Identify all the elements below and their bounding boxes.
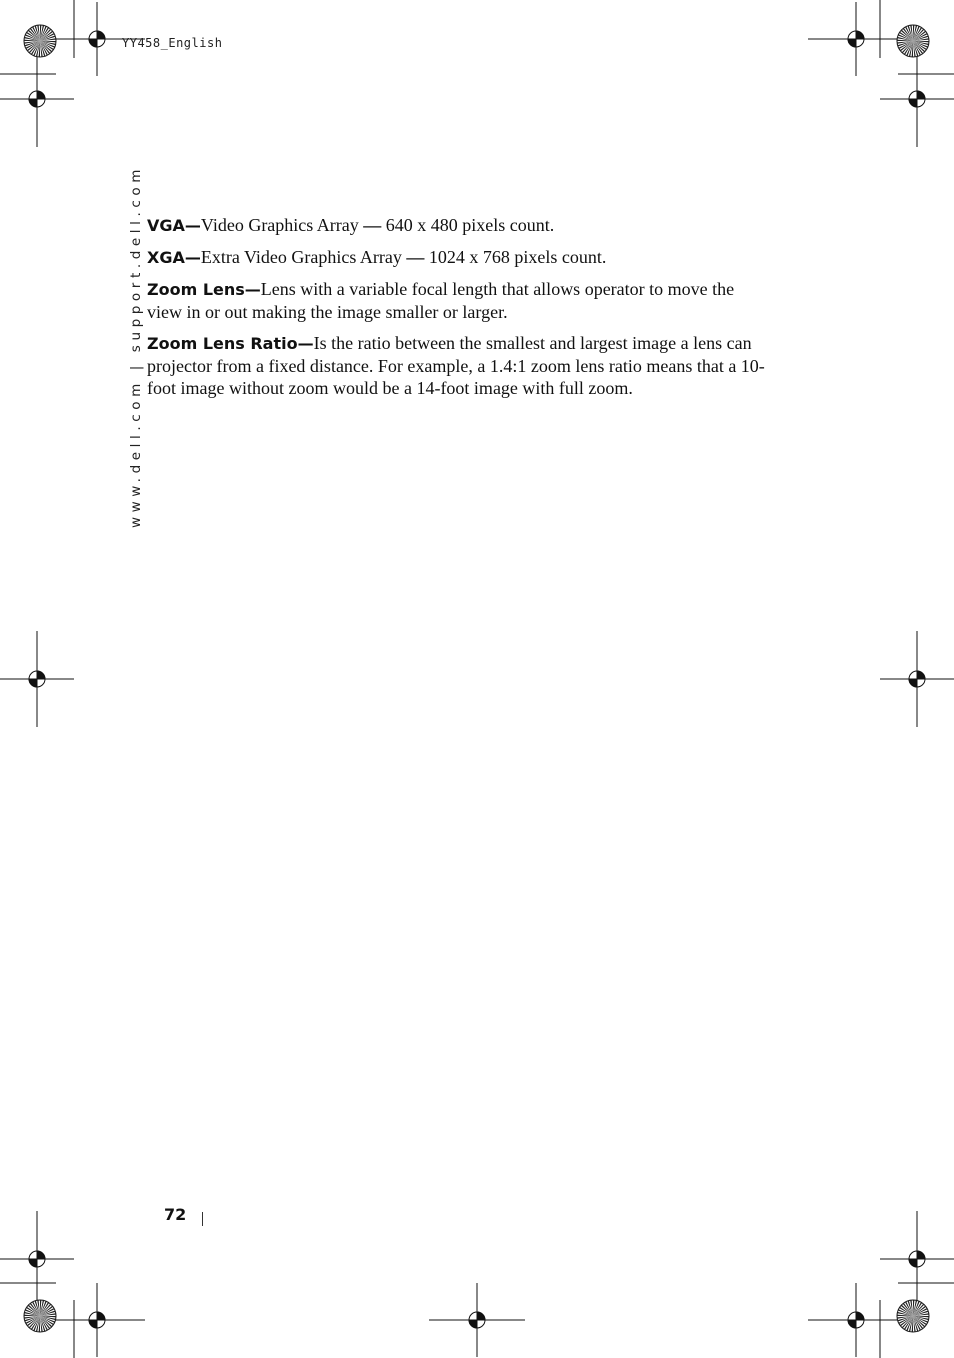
registration-mark-icon (49, 1283, 145, 1357)
glossary-entry-zoom-lens (147, 278, 772, 323)
color-wheel-icon (24, 1300, 56, 1332)
registration-mark-icon (429, 1283, 525, 1357)
glossary-term: Zoom Lens— (147, 280, 261, 299)
glossary-definition-tail: 1024 x 768 pixels count. (424, 247, 607, 267)
registration-mark-icon (880, 1211, 954, 1307)
glossary-entry-xga (147, 246, 772, 269)
glossary-term: Zoom Lens Ratio— (147, 334, 314, 353)
footer-divider (202, 1212, 203, 1226)
glossary-term: XGA— (147, 248, 201, 267)
glossary-term: VGA— (147, 216, 201, 235)
glossary-definition: Lens with a variable focal length that allows operator to move the view in or out making the image smaller or larger. (147, 279, 735, 322)
registration-mark-icon (880, 631, 954, 727)
glossary-definition: Video Graphics Array (200, 215, 364, 235)
em-dash: — (363, 215, 382, 235)
sidebar-url: www.dell.com | support.dell.com (128, 164, 144, 528)
registration-mark-icon (880, 51, 954, 147)
color-wheel-icon (24, 25, 56, 57)
glossary-entry-zoom-lens-ratio (147, 332, 772, 399)
glossary-definition-tail: 640 x 480 pixels count. (381, 215, 555, 235)
em-dash: — (406, 247, 425, 267)
registration-mark-icon (808, 2, 904, 76)
registration-mark-icon (808, 1283, 904, 1357)
glossary-definition: Is the ratio between the smallest and largest image a lens can projector from a fixed distance. For example, a 1.4:1 zoom lens ratio means that a 10-foot image without zoom would be a 14-foot image with full zoom. (147, 333, 765, 398)
glossary-list (147, 214, 772, 408)
color-wheel-icon (897, 25, 929, 57)
registration-mark-icon (0, 51, 74, 147)
registration-mark-icon (0, 631, 74, 727)
file-identifier: YY458_English (122, 36, 223, 50)
color-wheel-icon (897, 1300, 929, 1332)
page-number: 72 (164, 1205, 187, 1224)
glossary-entry-vga (147, 214, 772, 237)
glossary-definition: Extra Video Graphics Array (200, 247, 407, 267)
registration-mark-icon (0, 1211, 74, 1307)
